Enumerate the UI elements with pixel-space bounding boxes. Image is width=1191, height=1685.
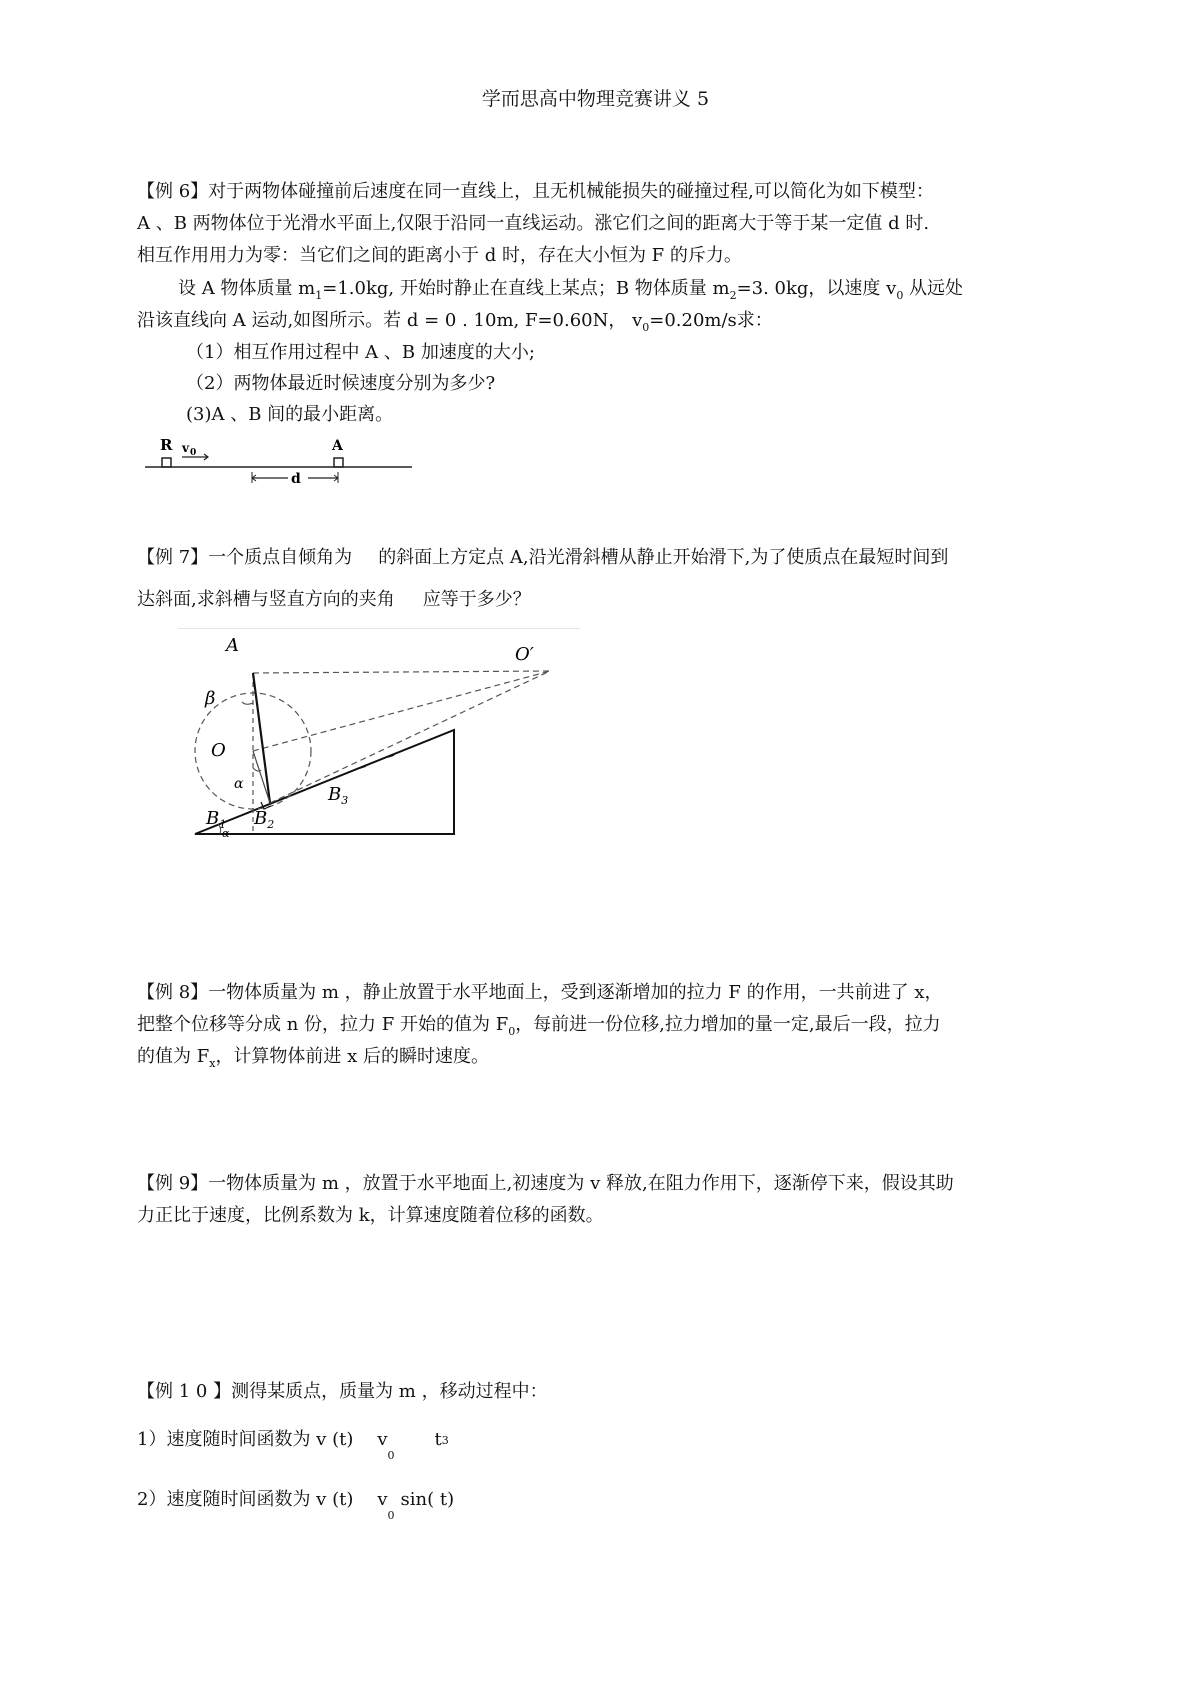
ex6-m1-sub: 1 [315, 289, 323, 302]
fig2-label-o-prime: O′ [515, 644, 534, 665]
fig2-label-b2-sub: 2 [267, 818, 275, 831]
ex10-item-2 [137, 1486, 454, 1530]
fig2-label-b3-sub: 3 [341, 794, 349, 807]
fig1-label-a: A [332, 438, 343, 454]
ex10-item-1-exp: 3 [441, 1434, 449, 1447]
ex6-question-1: （1）相互作用过程中 A 、B 加速度的大小; [186, 342, 535, 363]
fig2-label-b1-sub: 1 [219, 818, 227, 831]
ex8-line-3-b: ，计算物体前进 x 后的瞬时速度。 [215, 1046, 490, 1067]
ex9-line-2: 力正比于速度，比例系数为 k，计算速度随着位移的函数。 [137, 1205, 604, 1226]
ex6-line-4-d: 从远处 [903, 278, 964, 299]
ex7-line-1 [137, 544, 948, 572]
fig2-label-b1-main: B [206, 808, 220, 829]
ex6-line-5-sub: 0 [642, 321, 650, 334]
fig2-label-b3-main: B [328, 784, 342, 805]
ex9-line-1: 【例 9】一物体质量为 m ，放置于水平地面上,初速度为 v 释放,在阻力作用下，逐渐停下来，假设其助 [137, 1173, 954, 1194]
ex6-line-2: A 、B 两物体位于光滑水平面上,仅限于沿同一直线运动。涨它们之间的距离大于等于某一定值 d 时. [137, 213, 930, 234]
ex8-line-2-b: ，每前进一份位移,拉力增加的量一定,最后一段，拉力 [515, 1014, 941, 1035]
incline-figure [170, 628, 590, 848]
fig2-label-alpha-bottom: α [222, 827, 230, 840]
ex8-line-2 [137, 1011, 941, 1046]
ex10-item-2-b: sin( t) [400, 1489, 455, 1510]
fig2-label-a: A [226, 635, 239, 656]
ex10-item-1-a: 1）速度随时间函数为 v (t) [137, 1429, 354, 1450]
ex8-f0-sub: 0 [508, 1025, 516, 1038]
ex10-item-1 [137, 1426, 449, 1470]
ex10-item-1-v: v [377, 1429, 388, 1450]
ex6-line-4-c: =3. 0kg，以速度 v [736, 278, 897, 299]
ex8-line-3-a: 的值为 F [137, 1046, 210, 1067]
ex7-line-2-b: 应等于多少？ [422, 589, 531, 610]
ex6-line-3: 相互作用用力为零：当它们之间的距离小于 d 时，存在大小恒为 F 的斥力。 [137, 245, 742, 266]
ex10-item-1-sub: 0 [387, 1449, 395, 1462]
ex7-line-2 [137, 586, 531, 614]
ex10-item-2-sub: 0 [387, 1509, 395, 1522]
ex6-line-4 [178, 275, 963, 310]
fig2-label-b2 [253, 808, 274, 831]
fig2-label-beta: β [205, 688, 216, 709]
ex6-line-5-a: 沿该直线向 A 运动,如图所示。若 d = 0 . 10m, F=0.60N， v [137, 310, 643, 331]
ex7-line-2-a: 达斜面,求斜槽与竖直方向的夹角 [137, 589, 395, 610]
ex8-line-3 [137, 1043, 489, 1078]
ex8-line-2-a: 把整个位移等分成 n 份，拉力 F 开始的值为 F [137, 1014, 509, 1035]
fig2-label-alpha: α [234, 776, 244, 792]
fig1-label-v: v [182, 441, 189, 455]
ex6-question-2: （2）两物体最近时候速度分别为多少? [186, 373, 496, 394]
fig1-label-d: d [291, 471, 301, 487]
ex10-item-2-v: v [377, 1489, 388, 1510]
ex10-line-1: 【例 1 0 】测得某质点，质量为 m ，移动过程中： [137, 1381, 548, 1402]
ex7-line-1-a: 【例 7】一个质点自倾角为 [137, 547, 353, 568]
ex6-m2-sub: 2 [729, 289, 737, 302]
fig1-label-b: R [160, 436, 173, 454]
ex7-line-1-b: 的斜面上方定点 A,沿光滑斜槽从静止开始滑下,为了使质点在最短时间到 [378, 547, 949, 568]
ex6-line-4-a: 设 A 物体质量 m [178, 278, 316, 299]
fig2-label-b3 [327, 784, 348, 807]
ex8-line-1: 【例 8】一物体质量为 m ，静止放置于水平地面上，受到逐渐增加的拉力 F 的作用，一共前进了 x， [137, 982, 943, 1003]
ex6-question-3: (3)A 、B 间的最小距离。 [186, 404, 394, 425]
collision-figure [140, 430, 420, 490]
ex6-line-4-b: =1.0kg, 开始时静止在直线上某点；B 物体质量 m [322, 278, 730, 299]
ex10-item-1-t: t [434, 1429, 442, 1450]
ex6-line-5-b: =0.20m/s求： [649, 310, 773, 331]
ex6-line-5 [137, 307, 773, 342]
ex6-line-1: 【例 6】对于两物体碰撞前后速度在同一直线上，且无机械能损失的碰撞过程,可以简化为如下模型： [137, 181, 934, 202]
ex8-fx-sub: x [209, 1057, 216, 1070]
fig2-label-o: O [211, 740, 226, 761]
fig2-label-b2-main: B [254, 808, 268, 829]
ex10-item-2-a: 2）速度随时间函数为 v (t) [137, 1489, 354, 1510]
ex6-v0-sub: 0 [896, 289, 904, 302]
fig1-label-v-sub: 0 [190, 448, 197, 458]
page-title: 学而思高中物理竞赛讲义 5 [481, 88, 710, 110]
